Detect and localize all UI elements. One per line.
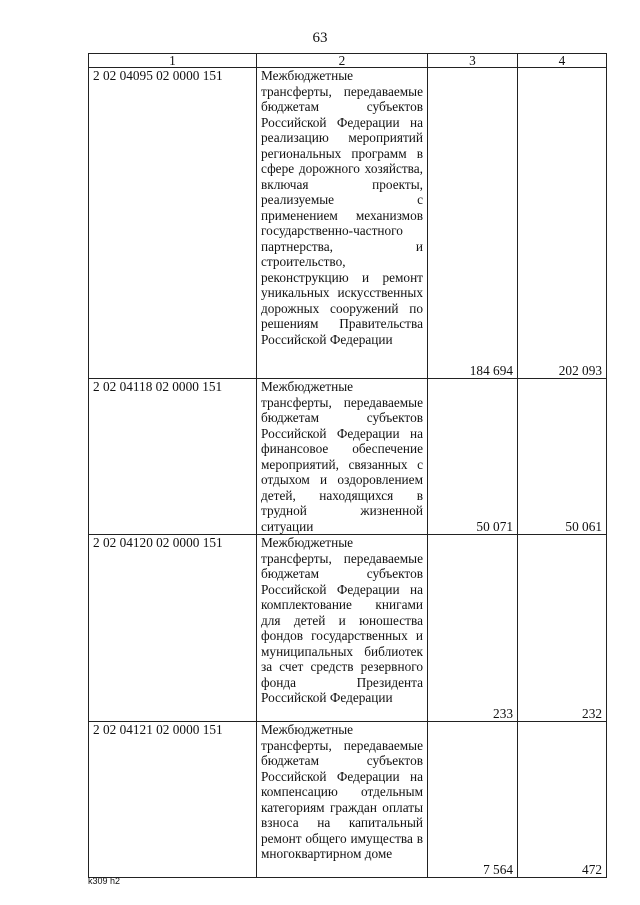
table-row [89,535,607,722]
column-header-2: 2 [257,54,428,68]
table-row [89,68,607,379]
amount-col3: 233 [428,535,518,722]
budget-item-name: Межбюджетные трансферты, передаваемые бюджетам субъектов Российской Федерации на реализацию мероприятий региональных программ в сфере дорожного хозяйства, включая проекты, реализуемые с применением механизмов государственно-частного партнерства, и строительство, реконструкцию и ремонт уникальных искусственных дорожных сооружений по решениям Правительства Российской Федерации [257,68,428,379]
amount-col4: 232 [518,535,607,722]
column-header-1: 1 [89,54,257,68]
budget-item-name: Межбюджетные трансферты, передаваемые бюджетам субъектов Российской Федерации на компенсацию отдельным категориям граждан оплаты взноса на капитальный ремонт общего имущества в многоквартирном доме [257,722,428,878]
amount-col3: 7 564 [428,722,518,878]
amount-col4: 472 [518,722,607,878]
amount-col4: 202 093 [518,68,607,379]
budget-table [88,53,607,878]
budget-code: 2 02 04121 02 0000 151 [89,722,257,878]
amount-col3: 184 694 [428,68,518,379]
amount-col3: 50 071 [428,379,518,535]
budget-item-name: Межбюджетные трансферты, передаваемые бюджетам субъектов Российской Федерации на финансовое обеспечение мероприятий, связанных с отдыхом и оздоровлением детей, находящихся в трудной жизненной ситуации [257,379,428,535]
budget-code: 2 02 04118 02 0000 151 [89,379,257,535]
budget-code: 2 02 04120 02 0000 151 [89,535,257,722]
page-number: 63 [312,30,328,46]
column-header-3: 3 [428,54,518,68]
document-footer-code: k309 h2 [88,876,121,886]
table-row [89,722,607,878]
table-header-row [89,54,607,68]
table-row [89,379,607,535]
amount-col4: 50 061 [518,379,607,535]
column-header-4: 4 [518,54,607,68]
budget-item-name: Межбюджетные трансферты, передаваемые бюджетам субъектов Российской Федерации на комплектование книгами для детей и юношества фондов государственных и муниципальных библиотек за счет средств резервного фонда Президента Российской Федерации [257,535,428,722]
budget-code: 2 02 04095 02 0000 151 [89,68,257,379]
